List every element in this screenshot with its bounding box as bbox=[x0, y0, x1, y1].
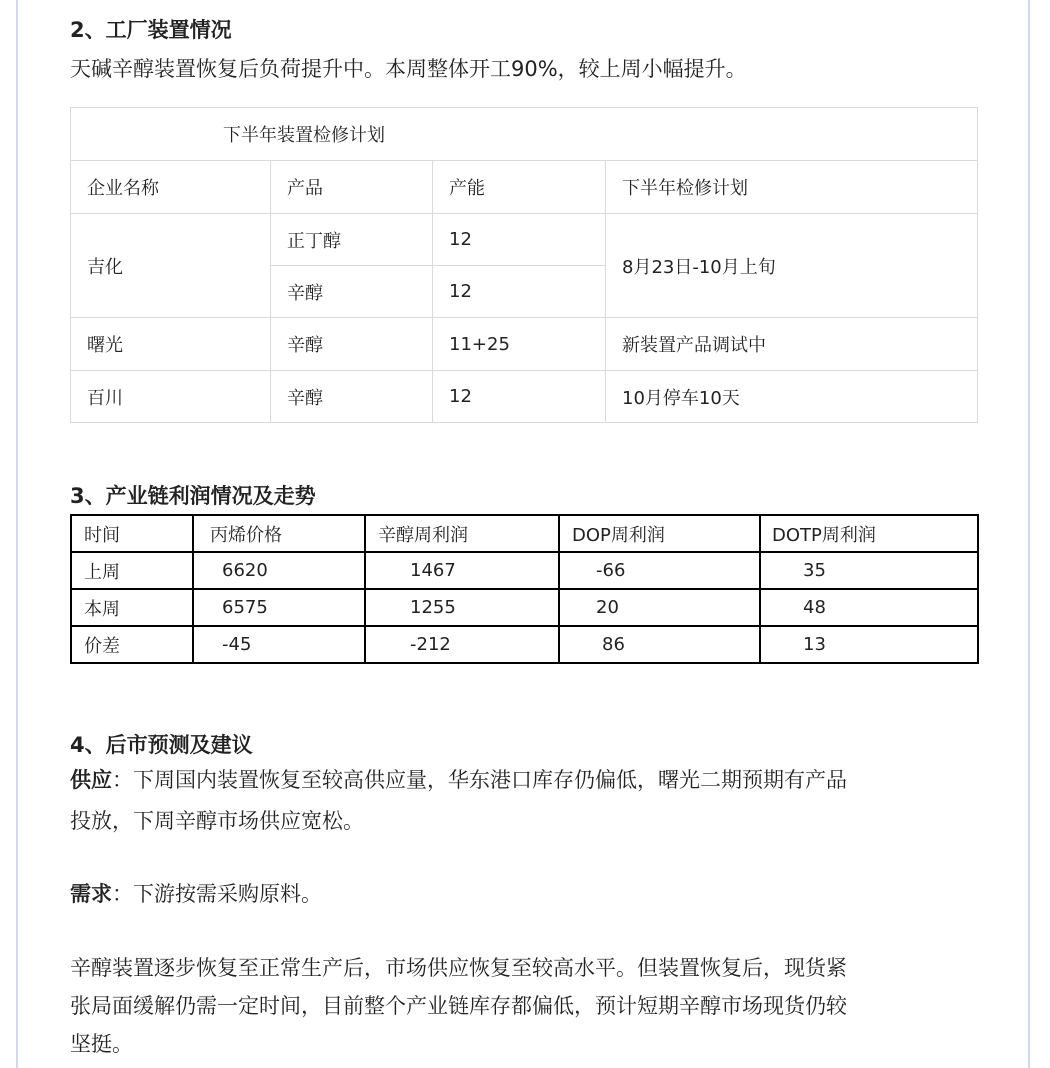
header-capacity: 产能 bbox=[433, 161, 606, 214]
plan-cell: 10月停车10天 bbox=[606, 371, 978, 423]
profit-cell: 6575 bbox=[193, 589, 365, 626]
demand-label: 需求 bbox=[70, 882, 112, 906]
capacity-cell: 12 bbox=[433, 214, 606, 266]
section-2-heading: 2、工厂装置情况 bbox=[70, 18, 232, 42]
product-cell: 辛醇 bbox=[271, 371, 433, 423]
page-border-right bbox=[1028, 0, 1030, 1068]
company-cell: 百川 bbox=[71, 371, 271, 423]
outlook-line-1: 辛醇装置逐步恢复至正常生产后，市场供应恢复至较高水平。但装置恢复后，现货紧 bbox=[70, 956, 847, 980]
company-cell: 吉化 bbox=[71, 214, 271, 318]
profit-cell: 86 bbox=[559, 626, 760, 663]
section-2-text: 天碱辛醇装置恢复后负荷提升中。本周整体开工90%，较上周小幅提升。 bbox=[70, 57, 747, 81]
profit-cell: 35 bbox=[760, 552, 978, 589]
profit-cell: 上周 bbox=[71, 552, 193, 589]
profit-header-propylene: 丙烯价格 bbox=[193, 515, 365, 552]
demand-text: ：下游按需采购原料。 bbox=[112, 882, 322, 906]
capacity-cell: 12 bbox=[433, 371, 606, 423]
profit-cell: 6620 bbox=[193, 552, 365, 589]
demand-paragraph bbox=[70, 876, 322, 912]
profit-cell: 本周 bbox=[71, 589, 193, 626]
supply-paragraph-line-1 bbox=[70, 762, 847, 798]
profit-header-dop: DOP周利润 bbox=[559, 515, 760, 552]
header-plan: 下半年检修计划 bbox=[606, 161, 978, 214]
outlook-line-3: 坚挺。 bbox=[70, 1032, 133, 1056]
product-cell: 辛醇 bbox=[271, 266, 433, 318]
product-cell: 正丁醇 bbox=[271, 214, 433, 266]
profit-header-octanol: 辛醇周利润 bbox=[365, 515, 559, 552]
profit-cell: 1255 bbox=[365, 589, 559, 626]
supply-text: ：下周国内装置恢复至较高供应量，华东港口库存仍偏低，曙光二期预期有产品 bbox=[112, 768, 847, 792]
profit-cell: -66 bbox=[559, 552, 760, 589]
profit-cell: -45 bbox=[193, 626, 365, 663]
company-cell: 曙光 bbox=[71, 318, 271, 371]
profit-table bbox=[70, 514, 979, 664]
product-cell: 辛醇 bbox=[271, 318, 433, 371]
outlook-line-2: 张局面缓解仍需一定时间，目前整个产业链库存都偏低，预计短期辛醇市场现货仍较 bbox=[70, 994, 847, 1018]
section-4-heading: 4、后市预测及建议 bbox=[70, 733, 253, 757]
profit-cell: 价差 bbox=[71, 626, 193, 663]
profit-header-dotp: DOTP周利润 bbox=[760, 515, 978, 552]
plan-cell: 8月23日-10月上旬 bbox=[606, 214, 978, 318]
maintenance-plan-table bbox=[70, 107, 978, 423]
capacity-cell: 11+25 bbox=[433, 318, 606, 371]
profit-cell: 1467 bbox=[365, 552, 559, 589]
header-company: 企业名称 bbox=[71, 161, 271, 214]
profit-cell: -212 bbox=[365, 626, 559, 663]
capacity-cell: 12 bbox=[433, 266, 606, 318]
maintenance-table-title: 下半年装置检修计划 bbox=[71, 108, 978, 161]
header-product: 产品 bbox=[271, 161, 433, 214]
page-border-left bbox=[16, 0, 18, 1068]
supply-label: 供应 bbox=[70, 768, 112, 792]
profit-cell: 13 bbox=[760, 626, 978, 663]
profit-cell: 20 bbox=[559, 589, 760, 626]
profit-header-time: 时间 bbox=[71, 515, 193, 552]
profit-cell: 48 bbox=[760, 589, 978, 626]
supply-paragraph-line-2: 投放，下周辛醇市场供应宽松。 bbox=[70, 809, 364, 833]
section-3-heading: 3、产业链利润情况及走势 bbox=[70, 484, 316, 508]
plan-cell: 新装置产品调试中 bbox=[606, 318, 978, 371]
